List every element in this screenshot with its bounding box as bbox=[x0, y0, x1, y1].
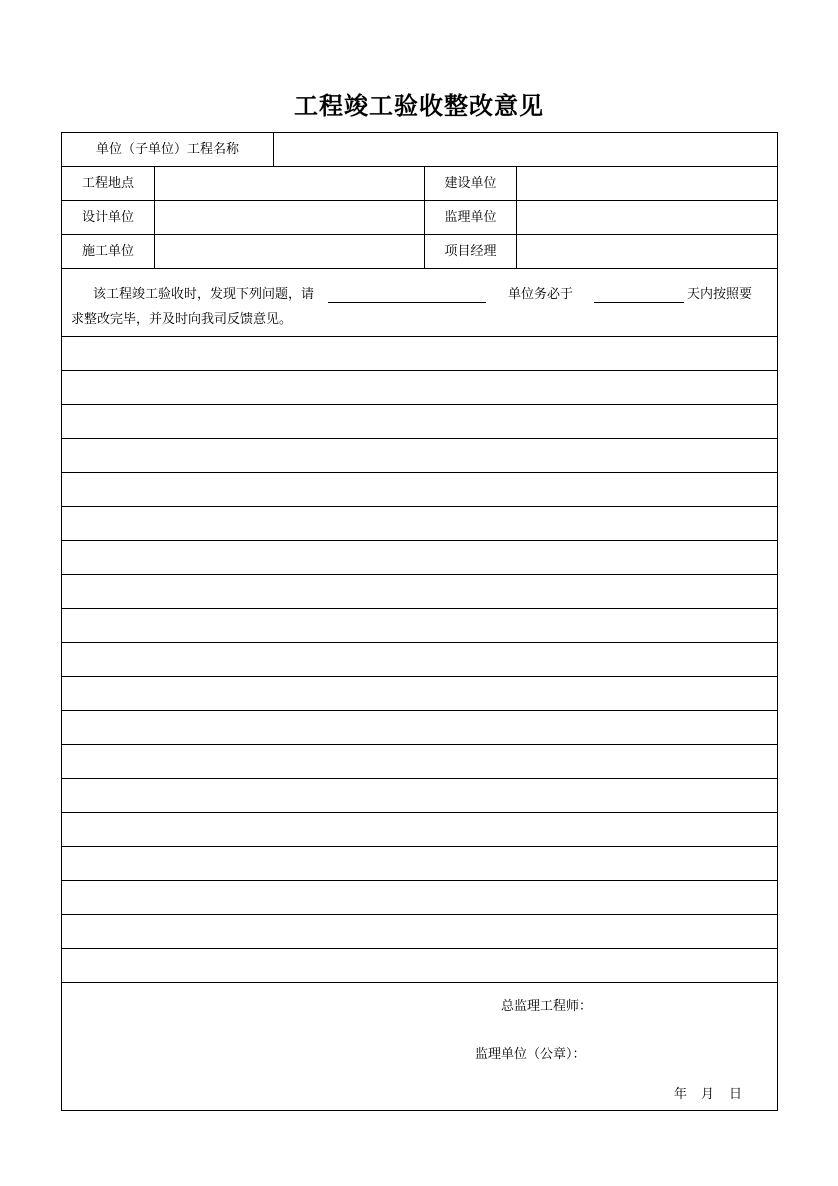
manager-field[interactable] bbox=[517, 235, 777, 269]
issue-row[interactable] bbox=[62, 949, 777, 982]
day-label: 日 bbox=[729, 1087, 743, 1102]
location-field[interactable] bbox=[155, 167, 424, 201]
issue-row[interactable] bbox=[62, 507, 777, 540]
issue-row[interactable] bbox=[62, 575, 777, 608]
builder-label: 建设单位 bbox=[444, 176, 497, 191]
project-name-field[interactable] bbox=[274, 133, 777, 167]
issue-row[interactable] bbox=[62, 881, 777, 914]
issue-row[interactable] bbox=[62, 439, 777, 472]
issue-row[interactable] bbox=[62, 813, 777, 846]
rectification-form bbox=[61, 132, 778, 1111]
issue-row[interactable] bbox=[62, 711, 777, 744]
issue-row[interactable] bbox=[62, 337, 777, 370]
construction-field[interactable] bbox=[155, 235, 424, 269]
project-name-label: 单位（子单位）工程名称 bbox=[95, 142, 239, 157]
manager-label: 项目经理 bbox=[444, 244, 497, 259]
design-label: 设计单位 bbox=[81, 210, 134, 225]
intro-text-part3: 天内按照要 bbox=[687, 287, 753, 302]
issue-row[interactable] bbox=[62, 915, 777, 948]
issue-row[interactable] bbox=[62, 677, 777, 710]
page-title: 工程竣工验收整改意见 bbox=[294, 91, 544, 120]
issue-row[interactable] bbox=[62, 473, 777, 506]
year-label: 年 bbox=[674, 1087, 688, 1102]
issue-row[interactable] bbox=[62, 609, 777, 642]
issue-row[interactable] bbox=[62, 371, 777, 404]
supervision-field[interactable] bbox=[517, 201, 777, 235]
location-label: 工程地点 bbox=[81, 176, 134, 191]
issue-row[interactable] bbox=[62, 745, 777, 778]
divider bbox=[62, 268, 777, 269]
supervision-label: 监理单位 bbox=[444, 210, 497, 225]
builder-field[interactable] bbox=[517, 167, 777, 201]
issue-row[interactable] bbox=[62, 405, 777, 438]
issue-row[interactable] bbox=[62, 643, 777, 676]
month-label: 月 bbox=[701, 1087, 715, 1102]
responsible-unit-blank[interactable] bbox=[328, 302, 486, 303]
intro-text-part2: 单位务必于 bbox=[508, 287, 574, 302]
issue-row[interactable] bbox=[62, 541, 777, 574]
intro-text-line2: 求整改完毕，并及时向我司反馈意见。 bbox=[71, 312, 293, 327]
construction-label: 施工单位 bbox=[81, 244, 134, 259]
design-field[interactable] bbox=[155, 201, 424, 235]
issue-row[interactable] bbox=[62, 779, 777, 812]
issue-row[interactable] bbox=[62, 847, 777, 880]
seal-label: 监理单位（公章）： bbox=[475, 1047, 586, 1062]
issue-row-line bbox=[62, 982, 777, 983]
days-blank[interactable] bbox=[594, 302, 684, 303]
intro-text-part1: 该工程竣工验收时，发现下列问题，请 bbox=[93, 287, 315, 302]
chief-engineer-label: 总监理工程师： bbox=[501, 999, 593, 1014]
